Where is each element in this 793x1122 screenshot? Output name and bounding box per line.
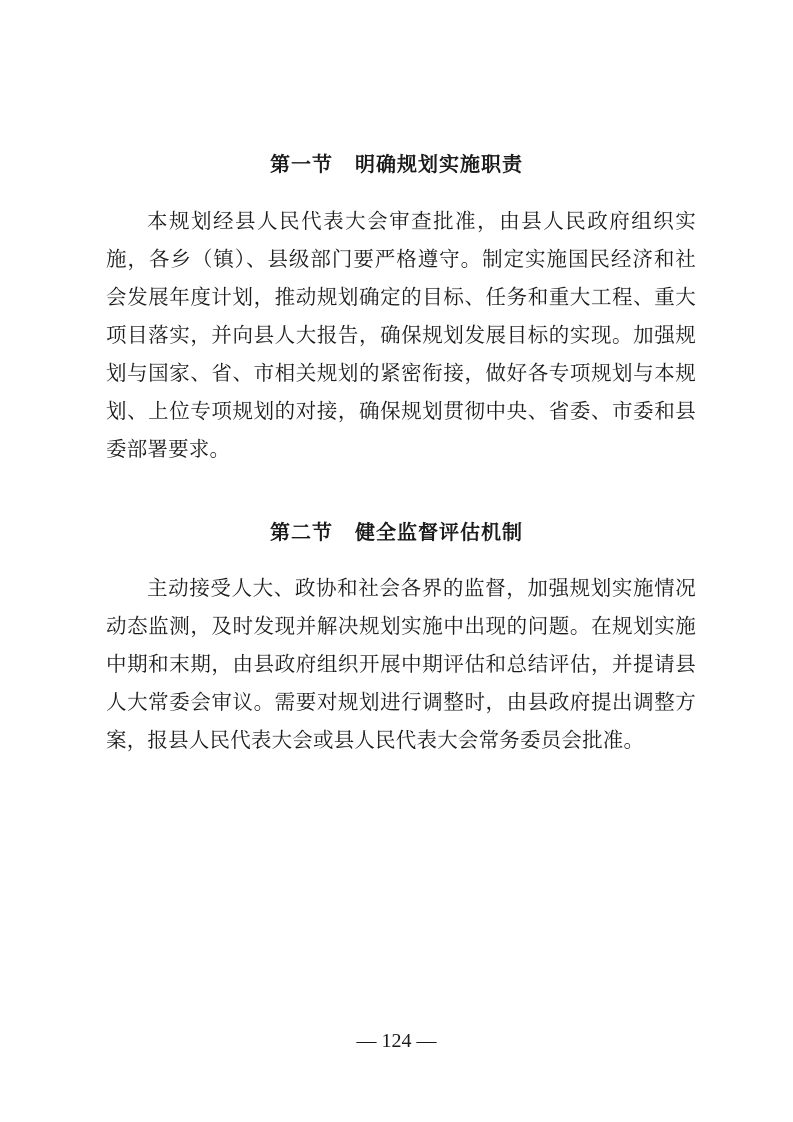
page-number: — 124 —	[356, 1030, 437, 1052]
section-number: 第二节	[270, 520, 333, 544]
section-1-paragraph: 本规划经县人民代表大会审查批准，由县人民政府组织实施，各乡（镇）、县级部门要严格遵守。制定实施国民经济和社会发展年度计划，推动规划确定的目标、任务和重大工程、重大项目落实，并向县人大报告，确保规划发展目标的实现。加强规划与国家、省、市相关规划的紧密衔接，做好各专项规划与本规划、上位专项规划的对接，确保规划贯彻中央、省委、市委和县委部署要求。	[106, 209, 696, 461]
section-title: 健全监督评估机制	[355, 520, 523, 544]
section-heading-2	[0, 516, 793, 545]
section-2-paragraph: 主动接受人大、政协和社会各界的监督，加强规划实施情况动态监测，及时发现并解决规划实施中出现的问题。在规划实施中期和末期，由县政府组织开展中期评估和总结评估，并提请县人大常委会审议。需要对规划进行调整时，由县政府提出调整方案，报县人民代表大会或县人民代表大会常务委员会批准。	[106, 576, 696, 752]
section-heading-1	[0, 148, 793, 177]
section-title: 明确规划实施职责	[355, 152, 523, 176]
section-number: 第一节	[270, 152, 333, 176]
